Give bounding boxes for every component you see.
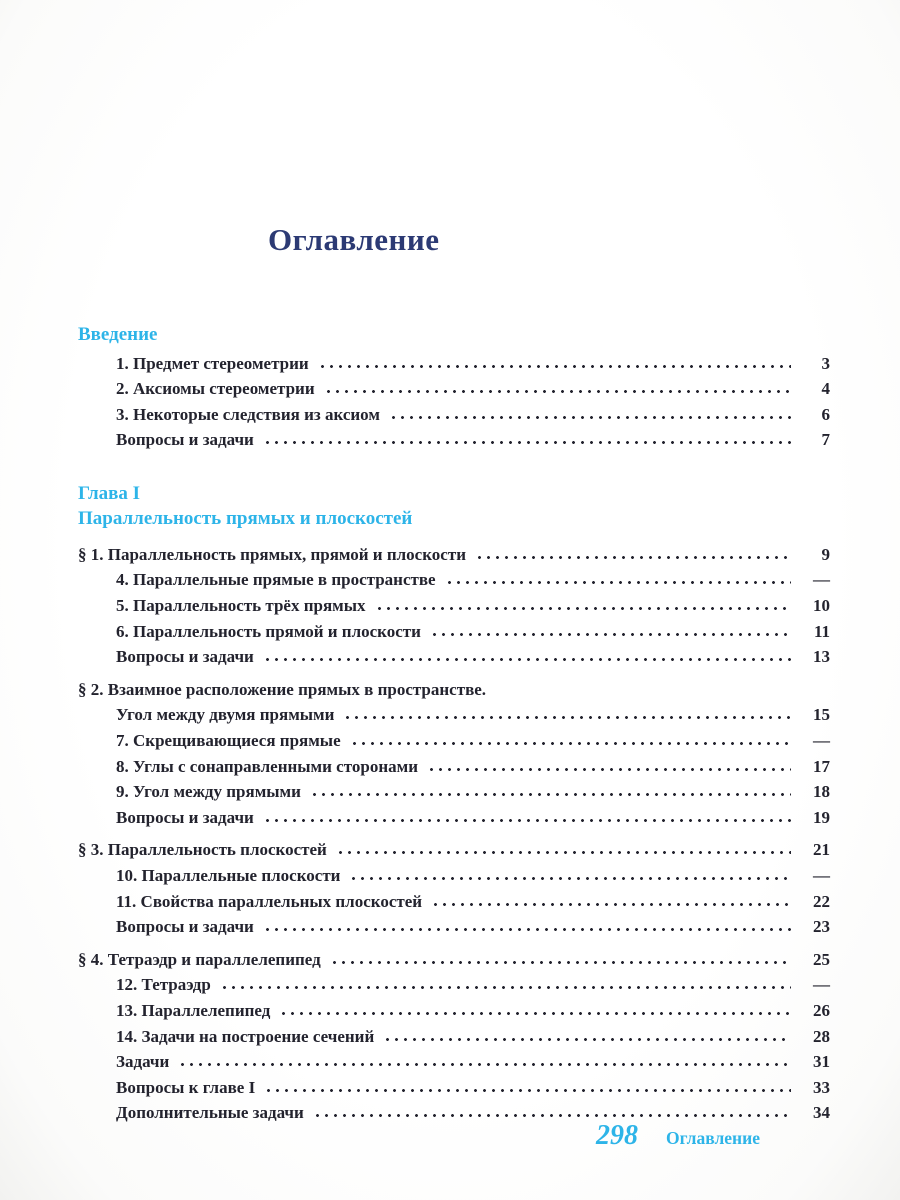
leader-dots xyxy=(375,606,791,611)
toc-entry xyxy=(116,351,830,377)
toc-section xyxy=(78,481,830,1126)
toc-entry xyxy=(116,779,830,805)
toc-entry xyxy=(116,619,830,645)
entry-label: 12. Тетраэдр xyxy=(116,975,211,995)
entry-page-number: 9 xyxy=(821,544,830,564)
entry-label: Вопросы к главе I xyxy=(116,1077,256,1097)
entry-page-number: — xyxy=(813,866,830,885)
toc-entry xyxy=(116,728,830,754)
toc-section xyxy=(78,322,830,453)
entry-label: 9. Угол между прямыми xyxy=(116,782,301,802)
entry-page-number: 23 xyxy=(813,917,830,937)
entry-page-number: 26 xyxy=(813,1000,830,1020)
entry-label: 14. Задачи на построение сечений xyxy=(116,1026,375,1046)
section-entries xyxy=(78,542,830,1126)
entry-label: 10. Параллельные плоскости xyxy=(116,866,341,885)
leader-dots xyxy=(264,1088,791,1093)
leader-dots xyxy=(430,632,791,637)
entry-page-number: — xyxy=(813,731,830,751)
entry-label: Задачи xyxy=(116,1052,170,1072)
entry-label: § 3. Параллельность плоскостей xyxy=(78,840,327,860)
entry-label: Вопросы и задачи xyxy=(116,807,254,827)
toc-entry xyxy=(116,754,830,780)
section-heading: Глава I xyxy=(78,482,141,504)
footer-page-number: 298 xyxy=(596,1120,639,1151)
leader-dots xyxy=(445,580,791,585)
entry-label: 4. Параллельные прямые в пространстве xyxy=(116,570,436,590)
section-heading: Введение xyxy=(78,324,158,345)
toc-entry xyxy=(116,593,830,619)
entry-label: 1. Предмет стереометрии xyxy=(116,353,309,373)
entry-page-number: 3 xyxy=(821,353,830,373)
toc-entry xyxy=(78,837,830,863)
toc-entry xyxy=(116,1075,830,1101)
leader-dots xyxy=(263,927,791,932)
entry-page-number: — xyxy=(813,975,830,995)
entry-label: 13. Параллелепипед xyxy=(116,1000,271,1020)
toc xyxy=(78,322,830,1126)
toc-entry xyxy=(116,972,830,998)
entry-page-number: 28 xyxy=(813,1026,830,1046)
entry-label: § 4. Тетраэдр и параллелепипед xyxy=(78,949,321,969)
leader-dots xyxy=(178,1062,791,1067)
entry-page-number: 15 xyxy=(813,705,830,725)
leader-dots xyxy=(263,657,791,662)
entry-label: Угол между двумя прямыми xyxy=(116,705,335,725)
entry-label: Дополнительные задачи xyxy=(116,1103,304,1123)
leader-dots xyxy=(263,440,791,445)
entry-label: 8. Углы с сонаправленными сторонами xyxy=(116,756,418,776)
footer xyxy=(596,1120,760,1152)
leader-dots xyxy=(343,715,791,720)
leader-dots xyxy=(313,1113,791,1118)
entry-page-number: 18 xyxy=(813,782,830,802)
entry-page-number: 7 xyxy=(821,430,830,450)
entry-label: Вопросы и задачи xyxy=(116,430,254,450)
toc-entry xyxy=(116,644,830,670)
entry-label: § 1. Параллельность прямых, прямой и плоскости xyxy=(78,544,466,564)
toc-entry xyxy=(78,947,830,973)
entry-page-number: 34 xyxy=(813,1103,830,1123)
section-entries xyxy=(78,351,830,453)
toc-entry xyxy=(116,805,830,831)
leader-dots xyxy=(427,767,791,772)
entry-page-number: 17 xyxy=(813,756,830,776)
page-title: Оглавление xyxy=(268,222,440,257)
entry-page-number: 6 xyxy=(821,404,830,424)
toc-entry xyxy=(116,702,830,728)
leader-dots xyxy=(330,960,791,965)
toc-entry xyxy=(116,889,830,915)
leader-dots xyxy=(279,1011,791,1016)
entry-page-number: 25 xyxy=(813,949,830,969)
leader-dots xyxy=(350,741,791,746)
leader-dots xyxy=(263,818,791,823)
leader-dots xyxy=(475,555,791,560)
toc-entry xyxy=(116,998,830,1024)
entry-page-number: 10 xyxy=(813,596,830,616)
toc-entry xyxy=(116,402,830,428)
entry-label: 6. Параллельность прямой и плоскости xyxy=(116,621,421,641)
toc-entry xyxy=(116,567,830,593)
leader-dots xyxy=(349,876,791,881)
toc-entry xyxy=(116,427,830,453)
toc-entry xyxy=(78,677,830,703)
entry-page-number: 19 xyxy=(813,807,830,827)
toc-entry xyxy=(116,914,830,940)
toc-entry xyxy=(116,376,830,402)
entry-label: § 2. Взаимное расположение прямых в пространстве. xyxy=(78,679,487,699)
leader-dots xyxy=(336,850,791,855)
entry-label: 5. Параллельность трёх прямых xyxy=(116,596,366,616)
leader-dots xyxy=(310,792,791,797)
entry-label: Вопросы и задачи xyxy=(116,917,254,937)
entry-page-number: 4 xyxy=(821,379,830,399)
entry-label: 7. Скрещивающиеся прямые xyxy=(116,731,341,751)
entry-label: 2. Аксиомы стереометрии xyxy=(116,379,315,399)
entry-page-number: — xyxy=(813,570,830,590)
toc-entry xyxy=(78,542,830,568)
leader-dots xyxy=(383,1037,791,1042)
section-heading: Параллельность прямых и плоскостей xyxy=(78,508,413,530)
leader-dots xyxy=(389,415,791,420)
leader-dots xyxy=(220,985,791,990)
entry-label: 3. Некоторые следствия из аксиом xyxy=(116,404,380,424)
entry-page-number: 33 xyxy=(813,1077,830,1097)
leader-dots xyxy=(318,364,791,369)
leader-dots xyxy=(431,902,791,907)
leader-dots xyxy=(324,389,791,394)
toc-entry xyxy=(116,1049,830,1075)
entry-label: Вопросы и задачи xyxy=(116,647,254,667)
toc-entry xyxy=(116,863,830,889)
entry-page-number: 22 xyxy=(813,891,830,911)
entry-page-number: 21 xyxy=(813,840,830,860)
toc-entry xyxy=(116,1024,830,1050)
entry-page-number: 31 xyxy=(813,1052,830,1072)
footer-label: Оглавление xyxy=(666,1128,760,1148)
entry-page-number: 11 xyxy=(813,621,830,641)
entry-page-number: 13 xyxy=(813,647,830,667)
entry-label: 11. Свойства параллельных плоскостей xyxy=(116,891,423,911)
